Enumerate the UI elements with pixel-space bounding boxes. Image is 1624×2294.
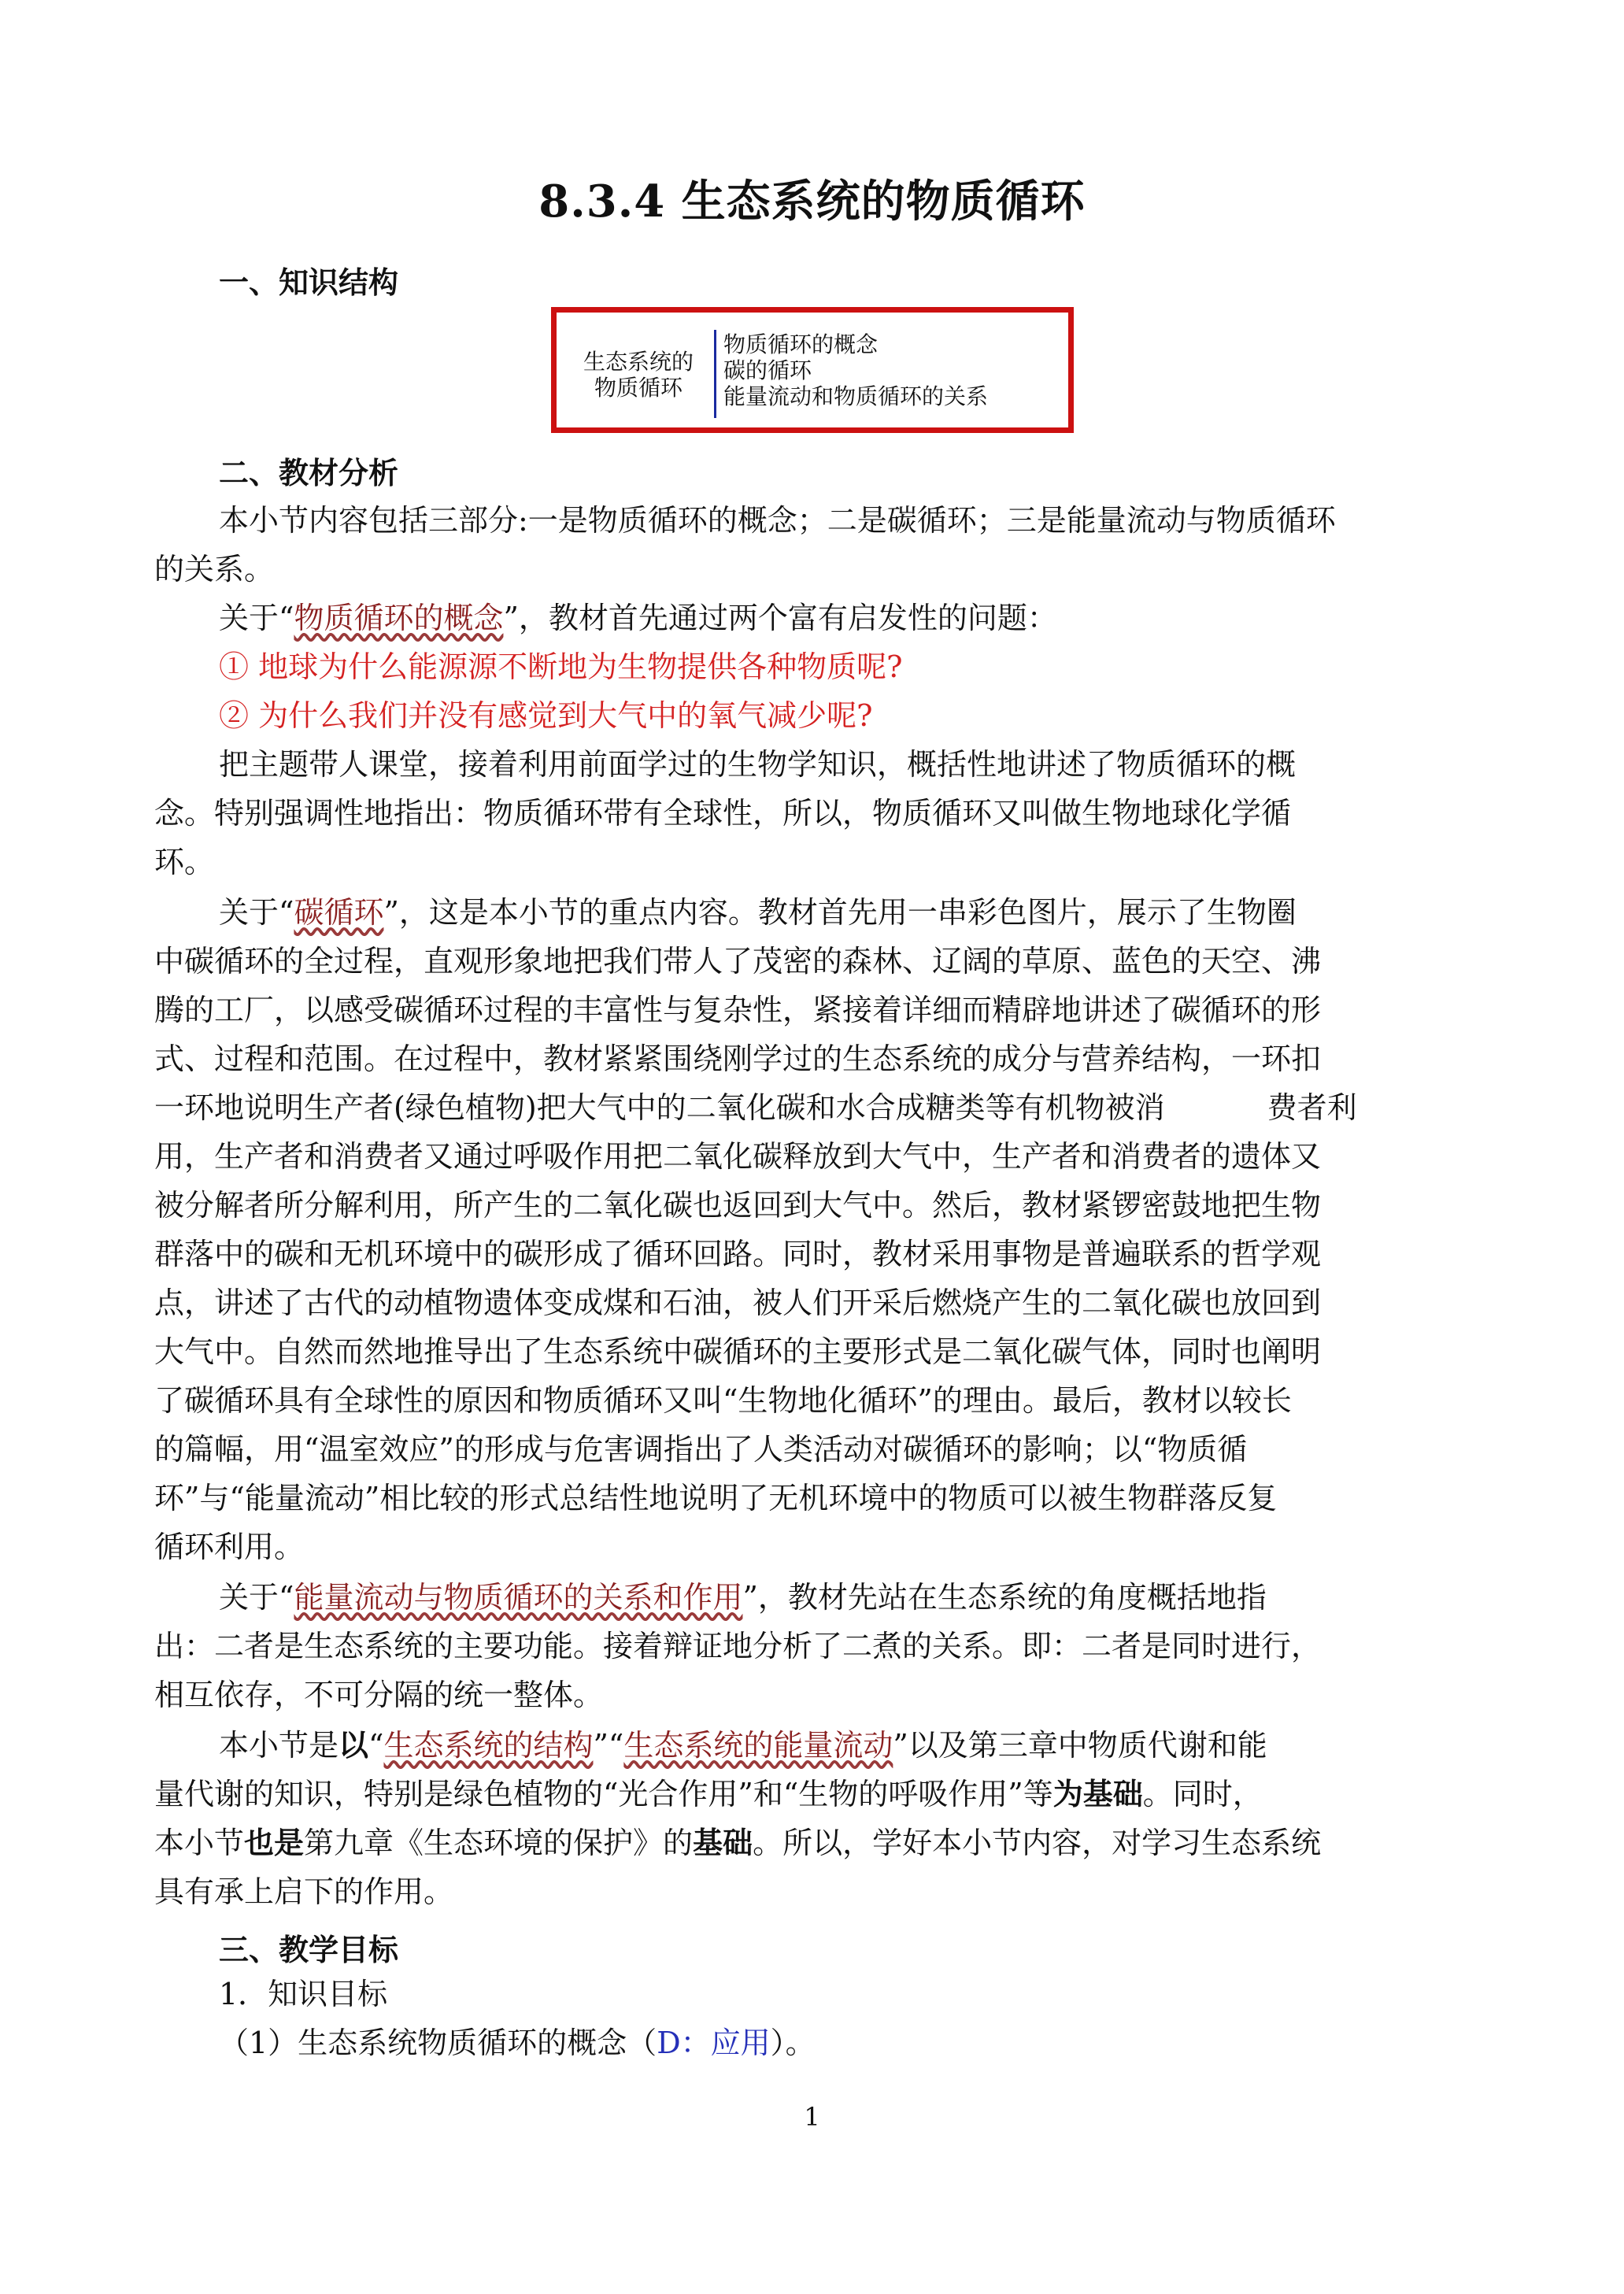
- goal-level-tag: D：应用: [657, 2026, 771, 2060]
- page-title: 8.3.4 生态系统的物质循环: [538, 176, 1086, 228]
- structure-root-label: 生态系统的 物质循环: [583, 349, 694, 401]
- link-ecosystem-structure[interactable]: 生态系统的结构: [383, 1728, 594, 1763]
- subheading-knowledge-goal: 1．知识目标: [219, 1977, 388, 2011]
- paragraph-line: 中碳循环的全过程，直观形象地把我们带人了茂密的森林、辽阔的草原、蓝色的天空、沸: [154, 944, 1322, 979]
- paragraph-line: 群落中的碳和无机环境中的碳形成了循环回路。同时，教材采用事物是普遍联系的哲学观: [154, 1237, 1322, 1271]
- paragraph-line: 大气中。自然而然地推导出了生态系统中碳循环的主要形式是二氧化碳气体，同时也阐明: [154, 1334, 1322, 1369]
- paragraph-line: 把主题带人课堂，接着利用前面学过的生物学知识，概括性地讲述了物质循环的概: [219, 747, 1297, 782]
- paragraph-line: 关于“碳循环”，这是本小节的重点内容。教材首先用一串彩色图片，展示了生物圈: [219, 895, 1297, 930]
- structure-item: 物质循环的概念: [723, 331, 879, 357]
- paragraph-line: 念。特别强调性地指出：物质循环带有全球性，所以，物质循环又叫做生物地球化学循: [154, 796, 1292, 831]
- paragraph-line: 量代谢的知识，特别是绿色植物的“光合作用”和“生物的呼吸作用”等为基础。同时，: [154, 1776, 1263, 1811]
- paragraph-line: 了碳循环具有全球性的原因和物质循环又叫“生物地化循环”的理由。最后，教材以较长: [154, 1383, 1292, 1418]
- paragraph-line: 出：二者是生态系统的主要功能。接着辩证地分析了二煮的关系。即：二者是同时进行，: [154, 1629, 1322, 1663]
- paragraph-line: 的关系。: [154, 552, 275, 586]
- page-number: 1: [804, 2102, 820, 2132]
- paragraph-line: 本小节内容包括三部分:一是物质循环的概念；二是碳循环；三是能量流动与物质循环: [219, 503, 1336, 538]
- goal-item: （1）生态系统物质循环的概念（D：应用）。: [219, 2026, 816, 2060]
- section-heading-textbook-analysis: 二、教材分析: [219, 455, 399, 490]
- paragraph-line: 用，生产者和消费者又通过呼吸作用把二氧化碳释放到大气中，生产者和消费者的遗体又: [154, 1139, 1322, 1174]
- link-carbon-cycle[interactable]: 碳循环: [294, 895, 384, 930]
- paragraph-line: 点，讲述了古代的动植物遗体变成煤和石油，被人们开采后燃烧产生的二氧化碳也放回到: [154, 1286, 1322, 1320]
- paragraph-line: 腾的工厂，以感受碳循环过程的丰富性与复杂性，紧接着详细而精辟地讲述了碳循环的形: [154, 993, 1322, 1027]
- paragraph-line: 环”与“能量流动”相比较的形式总结性地说明了无机环境中的物质可以被生物群落反复: [154, 1481, 1278, 1515]
- question-2: ② 为什么我们并没有感觉到大气中的氧气减少呢?: [219, 698, 873, 733]
- paragraph-line: 本小节也是第九章《生态环境的保护》的基础。所以，学好本小节内容，对学习生态系统: [154, 1825, 1322, 1860]
- paragraph-line: 的篇幅，用“温室效应”的形成与危害调指出了人类活动对碳循环的影响；以“物质循: [154, 1432, 1248, 1467]
- structure-item: 碳的循环: [723, 357, 812, 383]
- paragraph-line: 具有承上启下的作用。: [154, 1874, 454, 1909]
- structure-items: [723, 331, 988, 409]
- structure-bracket-line: [714, 330, 716, 418]
- link-ecosystem-energy-flow[interactable]: 生态系统的能量流动: [623, 1728, 893, 1763]
- paragraph-line: 关于“物质循环的概念”，教材首先通过两个富有启发性的问题：: [219, 601, 1057, 635]
- section-heading-knowledge-structure: 一、知识结构: [219, 265, 399, 300]
- link-material-cycle-concept[interactable]: 物质循环的概念: [294, 601, 504, 635]
- paragraph-line: 环。: [154, 845, 215, 879]
- knowledge-structure-diagram: [551, 307, 1074, 433]
- paragraph-line: 相互依存，不可分隔的统一整体。: [154, 1678, 604, 1712]
- structure-item: 能量流动和物质循环的关系: [723, 383, 989, 409]
- paragraph-line: 式、过程和范围。在过程中，教材紧紧围绕刚学过的生态系统的成分与营养结构，一环扣: [154, 1042, 1322, 1076]
- question-1: ① 地球为什么能源源不断地为生物提供各种物质呢?: [219, 649, 903, 684]
- paragraph-line: 关于“能量流动与物质循环的关系和作用”，教材先站在生态系统的角度概括地指: [219, 1580, 1267, 1615]
- paragraph-line: 一环地说明生产者(绿色植物)把大气中的二氧化碳和水合成糖类等有机物被消 费者利: [154, 1090, 1357, 1125]
- link-energy-flow-relation[interactable]: 能量流动与物质循环的关系和作用: [294, 1580, 743, 1615]
- paragraph-line: 本小节是以“生态系统的结构”“生态系统的能量流动”以及第三章中物质代谢和能: [219, 1727, 1267, 1763]
- paragraph-line: 被分解者所分解利用，所产生的二氧化碳也返回到大气中。然后，教材紧锣密鼓地把生物: [154, 1188, 1322, 1223]
- paragraph-line: 循环利用。: [154, 1530, 305, 1564]
- section-heading-teaching-goals: 三、教学目标: [219, 1932, 399, 1967]
